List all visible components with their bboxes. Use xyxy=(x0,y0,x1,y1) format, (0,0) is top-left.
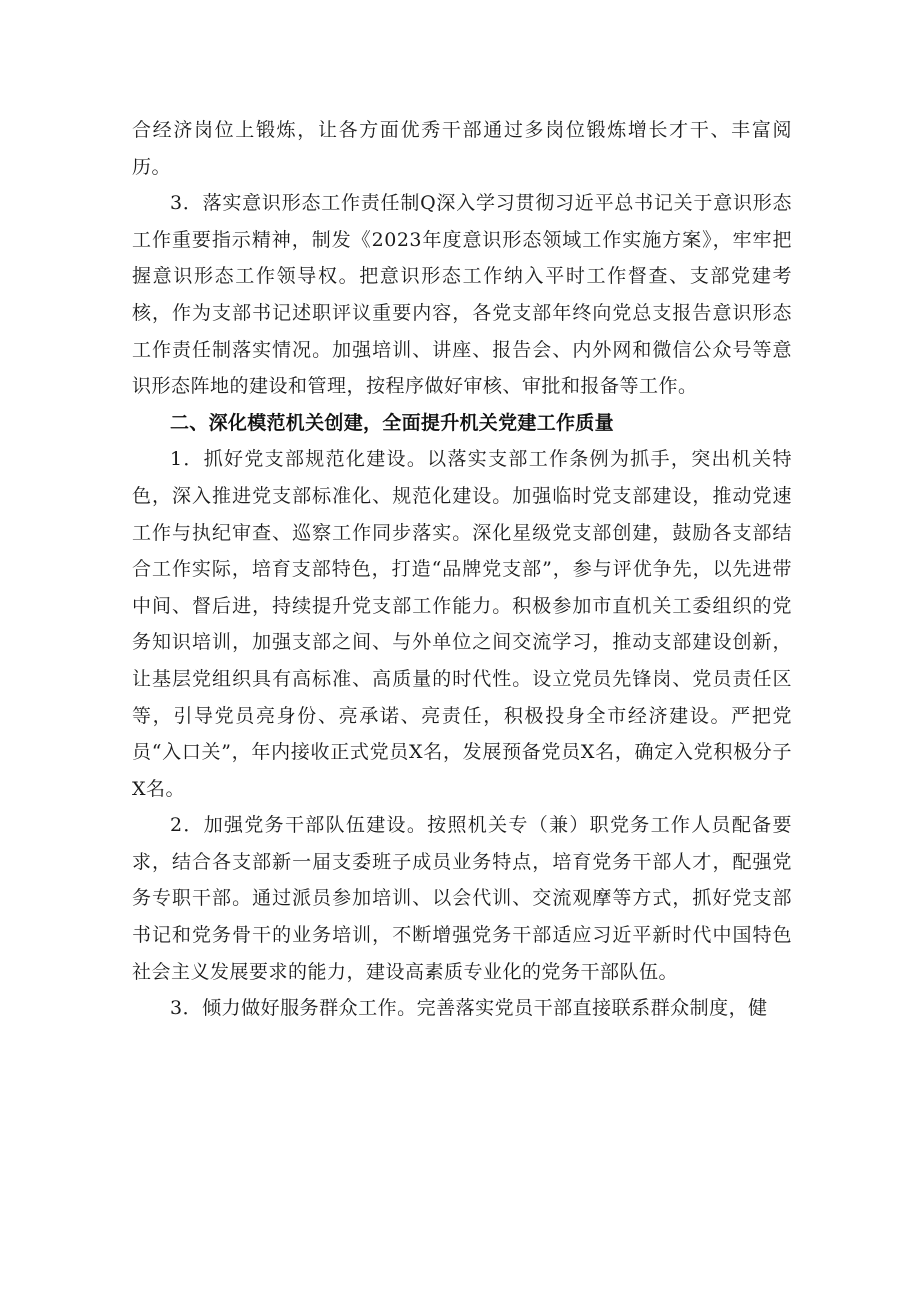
document-body xyxy=(132,112,792,1027)
paragraph-continuation: 合经济岗位上锻炼，让各方面优秀干部通过多岗位锻炼增长才干、丰富阅历。 xyxy=(132,119,792,178)
section-heading-2: 二、深化模范机关创建，全面提升机关党建工作质量 xyxy=(170,411,614,434)
paragraph-ideology-responsibility: 3．落实意识形态工作责任制Q深入学习贯彻习近平总书记关于意识形态工作重要指示精神，制发《2023年度意识形态领域工作实施方案》，牢牢把握意识形态工作领导权。把意识形态工作纳入平时工作督查、支部党建考核，作为支部书记述职评议重要内容，各党支部年终向党总支报告意识形态工作责任制落实情况。加强培训、讲座、报告会、内外网和微信公众号等意识形态阵地的建设和管理，按程序做好审核、审批和报备等工作。 xyxy=(132,192,792,398)
paragraph-cadre-team: 2．加强党务干部队伍建设。按照机关专（兼）职党务工作人员配备要求，结合各支部新一届支委班子成员业务特点，培育党务干部人才，配强党务专职干部。通过派员参加培训、以会代训、交流观摩等方式，抓好党支部书记和党务骨干的业务培训，不断增强党务干部适应习近平新时代中国特色社会主义发展要求的能力，建设高素质专业化的党务干部队伍。 xyxy=(132,814,792,983)
paragraph-branch-standardization: 1．抓好党支部规范化建设。以落实支部工作条例为抓手，突出机关特色，深入推进党支部标准化、规范化建设。加强临时党支部建设，推动党速工作与执纪审查、巡察工作同步落实。深化星级党支部创建，鼓励各支部结合工作实际，培育支部特色，打造“品牌党支部”，参与评优争先，以先进带中间、督后进，持续提升党支部工作能力。积极参加市直机关工委组织的党务知识培训，加强支部之间、与外单位之间交流学习，推动支部建设创新，让基层党组织具有高标准、高质量的时代性。设立党员先锋岗、党员责任区等，引导党员亮身份、亮承诺、亮责任，积极投身全市经济建设。严把党员“入口关”，年内接收正式党员X名，发展预备党员X名，确定入党积极分子X名。 xyxy=(132,448,792,800)
paragraph-serve-masses: 3．倾力做好服务群众工作。完善落实党员干部直接联系群众制度，健 xyxy=(170,997,768,1020)
